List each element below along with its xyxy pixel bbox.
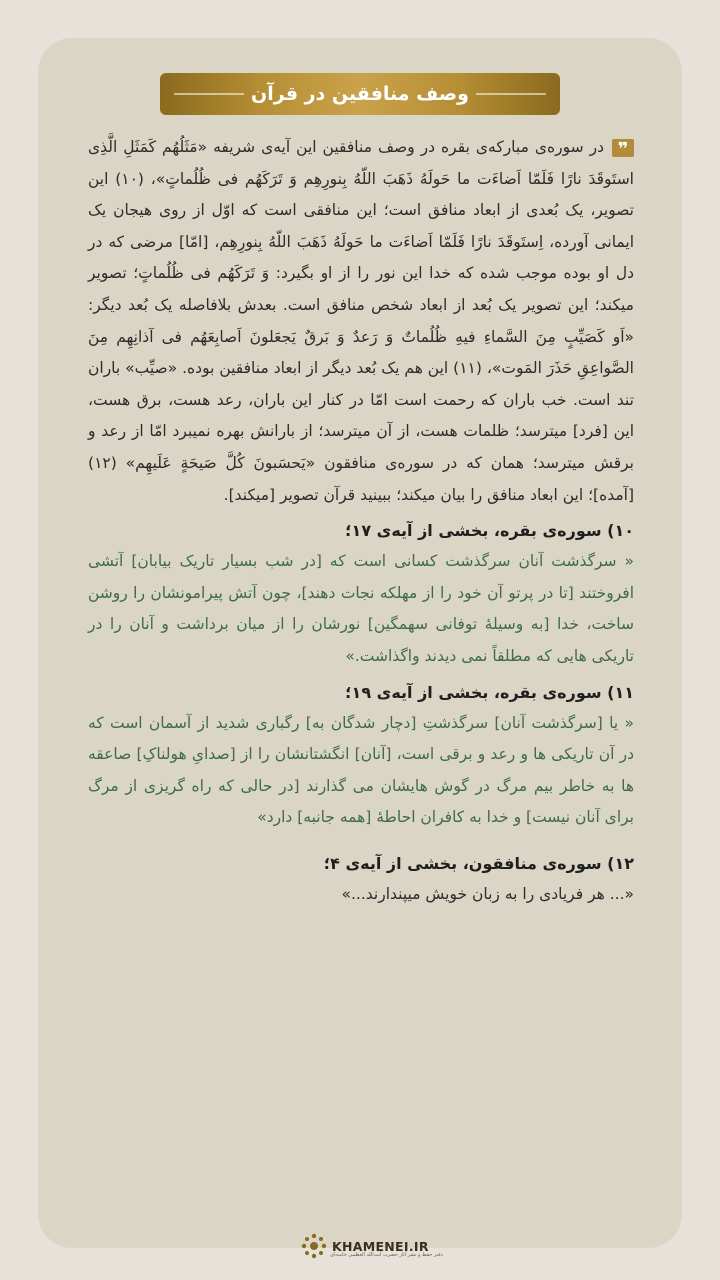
title-banner [160, 73, 560, 115]
title-divider-right [476, 93, 546, 95]
footnote-text-10: « سرگذشت آنان سرگذشت کسانی است که [در شب بسیار تاریک بیابان] آتشی افروختند [تا در پرتو آن خود را از مهلکه نجات دهند]، چون آتش پیرامونشان را روشن ساخت، خدا [به وسیلهٔ توفانی سهمگین] نورشان را از میان برداشت و آنان را در تاریکی هایی که مطلقاً نمی دیدند واگذاشت.» [88, 552, 634, 665]
khamenei-logo-icon [300, 1232, 328, 1260]
footer-brand[interactable]: KHAMENEI.IR [332, 1238, 429, 1254]
footer-tagline: دفتر حفظ و نشر آثار حضرت آیت‌الله العظمی خامنه‌ای [330, 1252, 443, 1258]
article-body [88, 132, 634, 910]
footer-branding [300, 1228, 500, 1264]
footnote-heading-12: ۱۲) سوره‌ی منافقون، بخشی از آیه‌ی ۴؛ [323, 853, 634, 873]
quote-icon: ❞ [612, 139, 634, 157]
footnote-text-12: «... هر فریادی را به زبان خویش میپندارند...» [341, 884, 634, 903]
footnote-text-11: « یا [سرگذشت آنان] سرگذشتِ [دچار شدگان به] رگباری شدید از آسمان است که در آن تاریکی ها و رعد و برقی است، [آنان] انگشتانشان را از [صدایِ هولناکِ] صاعقه ها به خاطر بیم مرگ در گوش هایشان می گذارند [در حالی که راه گریزی از مرگ برای آنان نیست] و خدا به کافران احاطهٔ [همه جانبه] دارد» [88, 713, 634, 827]
footnote-heading-10: ۱۰) سوره‌ی بقره، بخشی از آیه‌ی ۱۷؛ [345, 521, 634, 541]
page-title: وصف منافقین در قرآن [251, 83, 469, 105]
main-paragraph [88, 132, 634, 511]
title-divider-left [174, 93, 244, 95]
main-paragraph-text: در سوره‌ی مبارکه‌ی بقره در وصف منافقین این آیه‌ی شریفه «مَثَلُهُم کَمَثَلِ الَّذِی استَوقَدَ نارًا فَلَمّا اَضاءَت ما حَولَهُ ذَهَبَ اللّهُ بِنورِهِم وَ تَرَکَهُم فی ظُلُماتٍ»، (۱۰) این تصویر، یک بُعدی از ابعاد منافق است؛ این منافقی است که اوّل از روی هیجان یک ایمانی آورده، اِستَوقَدَ نارًا فَلَمّا اَضاءَت ما حَولَهُ ذَهَبَ اللّهُ بِنورِهِم، [امّا] مرضی که در دل او بوده موجب شده که خدا این نور را از او بگیرد: وَ تَرَکَهُم فی ظُلُماتٍ؛ تصویر میکند؛ این تصویر یک بُعد از ابعاد شخص منافق است. بعدش بلافاصله یک بُعد دیگر: «اَو کَصَیِّبٍ مِنَ السَّماءِ فیهِ ظُلُماتٌ وَ رَعدٌ وَ بَرقٌ یَجعَلونَ اَصابِعَهُم فی آذانِهِم مِنَ الصَّواعِقِ حَذَرَ المَوت»، (۱۱) این هم یک بُعد دیگر از ابعاد منافقین بوده. «صیِّب» باران تند است. خب باران که رحمت است امّا در کنار این باران، رعد هست، برق هست، این [فرد] میترسد؛ ظلمات هست، از آن میترسد؛ از بارانش بهره نمیبرد امّا از رعد و برقش میترسد؛ همان که در سوره‌ی منافقون «یَحسَبونَ کُلَّ صَیحَةٍ عَلَیهِم» (۱۲) [آمده]؛ این ابعاد منافق را بیان میکند؛ ببینید قرآن تصویر [میکند]. [88, 138, 634, 504]
footnote-heading-11: ۱۱) سوره‌ی بقره، بخشی از آیه‌ی ۱۹؛ [345, 682, 634, 702]
